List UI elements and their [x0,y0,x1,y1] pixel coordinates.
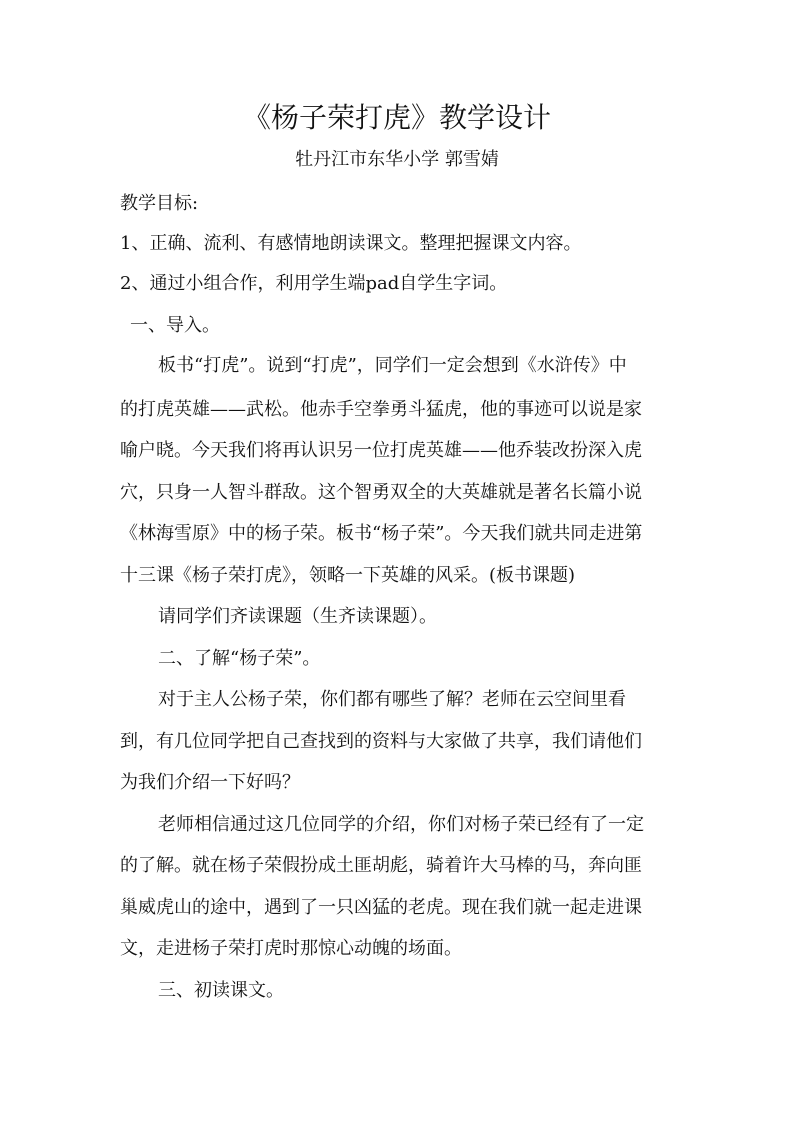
goals-heading: 教学目标: [120,193,199,214]
goal-item: 2、通过小组合作，利用学生端pad自学生字词。 [120,273,508,294]
paragraph-line: 穴，只身一人智斗群敌。这个智勇双全的大英雄就是著名长篇小说 [120,482,642,503]
section-heading: 二、了解“杨子荣”。 [158,648,321,669]
paragraph-line: 板书“打虎”。说到“打虎”，同学们一定会想到《水浒传》中 [158,355,627,376]
paragraph-line: 的打虎英雄——武松。他赤手空拳勇斗猛虎，他的事迹可以说是家 [120,399,642,420]
instruction-line: 请同学们齐读课题（生齐读课题）。 [158,606,437,627]
document-title: 《杨子荣打虎》教学设计 [242,101,551,134]
paragraph-line: 老师相信通过这几位同学的介绍，你们对杨子荣已经有了一定 [158,814,644,835]
paragraph-line: 对于主人公杨子荣，你们都有哪些了解？老师在云空间里看 [158,689,626,710]
paragraph-line: 十三课《杨子荣打虎》，领略一下英雄的风采。(板书课题) [120,565,576,586]
section-heading: 一、导入。 [130,315,220,336]
section-heading: 三、初读课文。 [158,980,284,1001]
paragraph-line: 文，走进杨子荣打虎时那惊心动魄的场面。 [120,938,462,959]
paragraph-line: 的了解。就在杨子荣假扮成土匪胡彪，骑着许大马棒的马，奔向匪 [120,855,642,876]
paragraph-line: 《林海雪原》中的杨子荣。板书“杨子荣”。今天我们就共同走进第 [120,523,643,544]
paragraph-line: 巢威虎山的途中，遇到了一只凶猛的老虎。现在我们就一起走进课 [120,897,642,918]
paragraph-line: 到，有几位同学把自己查找到的资料与大家做了共享，我们请他们 [120,731,642,752]
goal-item: 1、正确、流利、有感情地朗读课文。整理把握课文内容。 [120,233,582,254]
paragraph-line: 喻户晓。今天我们将再认识另一位打虎英雄——他乔装改扮深入虎 [120,440,642,461]
document-author: 牡丹江市东华小学 郭雪婧 [295,149,499,170]
paragraph-line: 为我们介绍一下好吗？ [120,772,300,793]
